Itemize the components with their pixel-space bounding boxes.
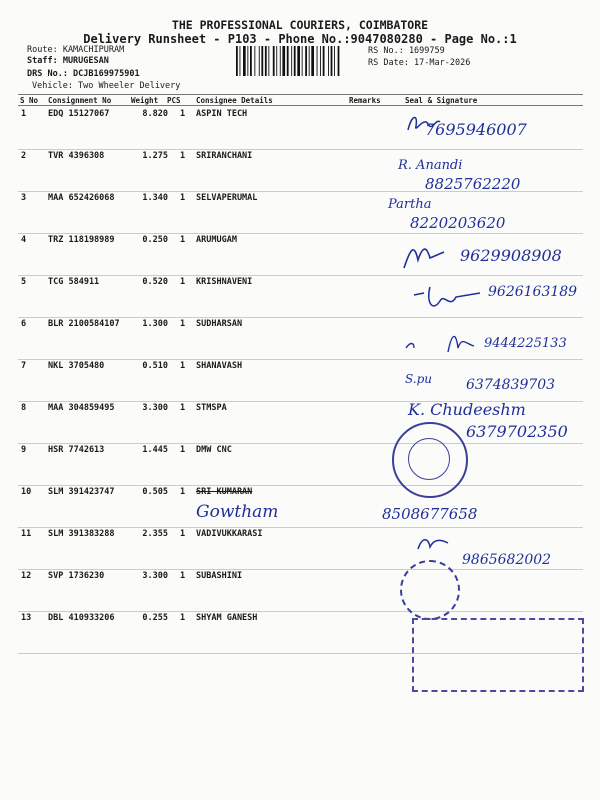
row-sno: 6: [21, 319, 27, 329]
row-consignment: BLR 2100584107: [48, 319, 120, 329]
row-pcs: 1: [180, 319, 186, 329]
barcode-bar: [291, 46, 292, 76]
handwritten-name-8: K. Chudeeshm: [408, 400, 526, 419]
row-sno: 2: [21, 151, 27, 161]
row-divider: [18, 149, 583, 150]
row-divider: [18, 233, 583, 234]
company-title: THE PROFESSIONAL COURIERS, COIMBATORE: [171, 18, 429, 32]
row-consignment: TVR 4396308: [48, 151, 105, 161]
row-weight: 2.355: [142, 529, 168, 539]
row-consignment: TCG 584911: [48, 277, 100, 287]
row-consignee: STMSPA: [196, 403, 227, 413]
signature-scribble-4: [400, 240, 450, 272]
barcode-bar: [261, 46, 263, 76]
row-weight: 0.250: [142, 235, 168, 245]
barcode-bar: [280, 46, 281, 76]
signature-scribble-11: [414, 533, 454, 555]
row-weight: 8.820: [142, 109, 168, 119]
row-consignee: KRISHNAVENI: [196, 277, 253, 287]
table-row: [0, 487, 600, 529]
header-top-rule: [18, 94, 583, 95]
row-consignment: SLM 391383288: [48, 529, 115, 539]
row-pcs: 1: [180, 403, 186, 413]
row-consignment: DBL 410933206: [48, 613, 115, 623]
row-sno: 1: [21, 109, 27, 119]
row-pcs: 1: [180, 109, 186, 119]
row-sno: 3: [21, 193, 27, 203]
row-consignee: ARUMUGAM: [196, 235, 237, 245]
handwritten-phone-7: 6374839703: [466, 377, 556, 393]
row-consignee: SHYAM GANESH: [196, 613, 258, 623]
row-pcs: 1: [180, 613, 186, 623]
row-consignee: DMW CNC: [196, 445, 232, 455]
col-pcs: PCS: [167, 96, 181, 105]
row-consignee: SRI KUMARAN: [196, 487, 253, 497]
barcode-bar: [297, 46, 300, 76]
col-consignee: Consignee Details: [196, 96, 273, 105]
barcode-bar: [240, 46, 241, 76]
row-sno: 13: [21, 613, 32, 623]
table-row: [0, 571, 600, 613]
row-divider: [18, 527, 583, 528]
row-consignment: HSR 7742613: [48, 445, 105, 455]
row-divider: [18, 611, 583, 612]
runsheet-title: Delivery Runsheet - P103 - Phone No.:9047080280 - Page No.:1: [83, 32, 517, 46]
row-pcs: 1: [180, 361, 186, 371]
row-pcs: 1: [180, 277, 186, 287]
row-sno: 4: [21, 235, 27, 245]
row-divider: [18, 275, 583, 276]
row-sno: 7: [21, 361, 27, 371]
barcode-bar: [309, 46, 310, 76]
barcode-bar: [236, 46, 238, 76]
row-weight: 1.300: [142, 319, 168, 329]
handwritten-phone-11: 9865682002: [462, 552, 552, 568]
barcode-bar: [311, 46, 314, 76]
row-consignment: SVP 1736230: [48, 571, 105, 581]
row-weight: 0.255: [142, 613, 168, 623]
row-divider: [18, 359, 583, 360]
round-seal-stamp-9: [392, 422, 468, 498]
handwritten-phone-2: 8825762220: [425, 175, 521, 193]
row-divider: [18, 569, 583, 570]
handwritten-name-10: Gowtham: [196, 502, 279, 522]
barcode-bar: [294, 46, 296, 76]
row-sno: 8: [21, 403, 27, 413]
barcode-bar: [287, 46, 289, 76]
row-weight: 1.445: [142, 445, 168, 455]
row-consignee: SUDHARSAN: [196, 319, 243, 329]
barcode-bar: [323, 46, 325, 76]
route-label: Route: KAMACHIPURAM: [27, 45, 125, 55]
row-pcs: 1: [180, 529, 186, 539]
table-row: [0, 193, 600, 235]
row-consignee: ASPIN TECH: [196, 109, 248, 119]
row-consignment: NKL 3705480: [48, 361, 105, 371]
rs-date: RS Date: 17-Mar-2026: [368, 58, 471, 68]
barcode-bar: [282, 46, 285, 76]
row-weight: 0.520: [142, 277, 168, 287]
row-pcs: 1: [180, 193, 186, 203]
row-weight: 3.300: [142, 571, 168, 581]
handwritten-phone-1: 7695946007: [425, 120, 527, 139]
handwritten-phone-8: 6379702350: [466, 422, 568, 441]
header-bottom-rule: [18, 105, 583, 106]
barcode-bar: [265, 46, 267, 76]
row-consignment: MAA 304859495: [48, 403, 115, 413]
row-weight: 0.505: [142, 487, 168, 497]
table-row: [0, 445, 600, 487]
row-pcs: 1: [180, 445, 186, 455]
barcode-bar: [259, 46, 260, 76]
row-pcs: 1: [180, 235, 186, 245]
row-divider: [18, 317, 583, 318]
barcode-bar: [247, 46, 248, 76]
barcode-bar: [331, 46, 333, 76]
row-pcs: 1: [180, 487, 186, 497]
barcode-bar: [320, 46, 321, 76]
row-consignment: EDQ 15127067: [48, 109, 110, 119]
barcode-bar: [250, 46, 252, 76]
col-consignment: Consignment No: [48, 96, 112, 105]
row-pcs: 1: [180, 151, 186, 161]
row-consignee: SHANAVASH: [196, 361, 243, 371]
handwritten-name-2: R. Anandi: [398, 158, 463, 173]
col-sno: S No: [20, 96, 39, 105]
handwritten-phone-10: 8508677658: [382, 505, 478, 523]
row-divider: [18, 485, 583, 486]
staff-label: Staff: MURUGESAN: [27, 56, 109, 66]
row-divider: [18, 443, 583, 444]
col-seal: Seal & Signature: [405, 96, 478, 105]
barcode-bar: [302, 46, 303, 76]
row-consignment: TRZ 118198989: [48, 235, 115, 245]
row-sno: 9: [21, 445, 27, 455]
drs-label: DRS No.: DCJB169975901: [27, 69, 140, 79]
row-weight: 1.340: [142, 193, 168, 203]
row-consignee: VADIVUKKARASI: [196, 529, 263, 539]
barcode-bar: [305, 46, 307, 76]
barcode-bar: [328, 46, 329, 76]
row-weight: 3.300: [142, 403, 168, 413]
row-consignee: SUBASHINI: [196, 571, 243, 581]
signature-scribble-6: [404, 322, 484, 356]
handwritten-phone-3: 8220203620: [410, 214, 506, 232]
row-sno: 12: [21, 571, 32, 581]
row-consignment: SLM 391423747: [48, 487, 115, 497]
barcode-bar: [317, 46, 318, 76]
vehicle-label: Vehicle: Two Wheeler Delivery: [32, 81, 181, 91]
barcode-bar: [334, 46, 335, 76]
handwritten-sig-7: S.pu: [405, 372, 433, 386]
barcode-bar: [268, 46, 269, 76]
barcode-bar: [276, 46, 277, 76]
row-sno: 10: [21, 487, 32, 497]
barcode-bar: [273, 46, 275, 76]
round-seal-stamp-12: [400, 560, 460, 620]
row-pcs: 1: [180, 571, 186, 581]
rectangular-seal-stamp-13: [412, 618, 584, 692]
barcode-bar: [243, 46, 246, 76]
row-weight: 1.275: [142, 151, 168, 161]
row-sno: 11: [21, 529, 32, 539]
barcode-bar: [338, 46, 340, 76]
signature-scribble-5: [410, 283, 490, 317]
barcode: [236, 46, 364, 76]
barcode-bar: [254, 46, 255, 76]
rs-number: RS No.: 1699759: [368, 46, 445, 56]
col-weight: Weight: [131, 96, 159, 105]
handwritten-phone-6: 9444225133: [484, 336, 567, 351]
row-weight: 0.510: [142, 361, 168, 371]
row-consignee: SRIRANCHANI: [196, 151, 253, 161]
handwritten-sig-3: Partha: [388, 197, 432, 212]
handwritten-phone-5: 9626163189: [488, 284, 578, 300]
col-remarks: Remarks: [349, 96, 381, 105]
handwritten-phone-4: 9629908908: [460, 246, 562, 265]
row-consignee: SELVAPERUMAL: [196, 193, 258, 203]
row-sno: 5: [21, 277, 27, 287]
row-consignment: MAA 652426068: [48, 193, 115, 203]
